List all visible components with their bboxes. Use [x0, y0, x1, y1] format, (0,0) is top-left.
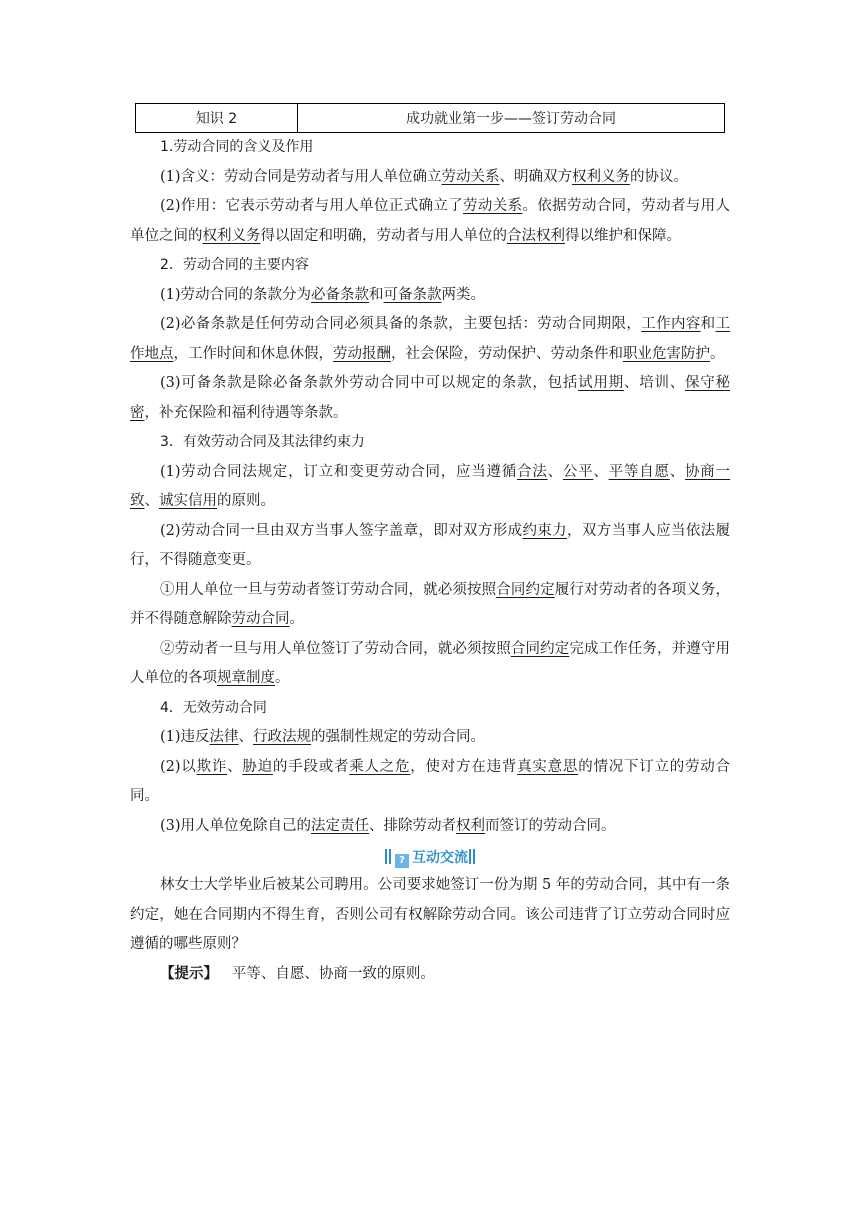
bar-decoration-icon [385, 849, 387, 864]
key-term: 职业危害防护 [623, 345, 710, 362]
key-term: 权利 [456, 817, 486, 834]
key-term: 协商一致 [130, 463, 731, 509]
key-term: 劳动合同 [231, 611, 290, 627]
key-term: 工作内容 [641, 316, 701, 332]
key-term: 合同约定 [496, 581, 555, 598]
key-term: 欺诈 [196, 758, 228, 775]
key-term: 保守秘密 [130, 375, 731, 421]
question-icon: ? [395, 854, 409, 868]
key-term: 试用期 [578, 375, 624, 391]
bar-decoration-icon [473, 849, 475, 864]
para-3-4: ②劳动者一旦与用人单位签订了劳动合同，就必须按照合同约定完成工作任务，并遵守用人单位的各项规章制度。 [130, 640, 731, 686]
key-term: 平等自愿 [608, 463, 670, 480]
section-title: 成功就业第一步——签订劳动合同 [406, 111, 616, 127]
heading-4: 4．无效劳动合同 [160, 699, 267, 716]
key-term: 行政法规 [253, 729, 312, 745]
key-term: 诚实信用 [159, 493, 217, 509]
key-term: 合法 [517, 463, 548, 480]
para-2-1: (1)劳动合同的条款分为必备条款和可备条款两类。 [160, 286, 486, 303]
key-term: 胁迫 [242, 758, 273, 775]
document-body [130, 133, 730, 989]
key-term: 合同约定 [510, 640, 570, 657]
key-term: 工作地点 [130, 316, 731, 362]
key-term: 规章制度 [217, 670, 275, 686]
key-term: 乘人之危 [349, 758, 411, 775]
key-term: 公平 [562, 463, 594, 480]
key-term: 劳动报酬 [333, 345, 391, 362]
section-header-table [135, 103, 725, 133]
para-3-1: (1)劳动合同法规定，订立和变更劳动合同，应当遵循合法、公平、平等自愿、协商一致、诚实信用的原则。 [130, 463, 731, 509]
para-3-3: ①用人单位一旦与劳动者签订劳动合同，就必须按照合同约定履行对劳动者的各项义务，并不得随意解除劳动合同。 [130, 581, 731, 627]
key-term: 真实意思 [517, 758, 579, 775]
heading-1: 1.劳动合同的含义及作用 [160, 139, 314, 155]
key-term: 约束力 [522, 522, 568, 539]
para-2-2: (2)必备条款是任何劳动合同必须具备的条款，主要包括：劳动合同期限，工作内容和工作地点，工作时间和休息休假，劳动报酬，社会保险，劳动保护、劳动条件和职业危害防护。 [130, 316, 731, 362]
key-term: 劳动关系 [463, 198, 523, 214]
para-4-2: (2)以欺诈、胁迫的手段或者乘人之危，使对方在违背真实意思的情况下订立的劳动合同。 [130, 758, 731, 804]
key-term: 可备条款 [383, 286, 442, 303]
key-term: 权利义务 [202, 227, 261, 244]
key-term: 权利义务 [572, 168, 631, 185]
para-1-1: (1)含义：劳动合同是劳动者与用人单位确立劳动关系、明确双方权利义务的协议。 [160, 168, 689, 185]
key-term: 劳动关系 [441, 168, 500, 185]
para-1-2: (2)作用：它表示劳动者与用人单位正式确立了劳动关系。依据劳动合同，劳动者与用人单位之间的权利义务得以固定和明确，劳动者与用人单位的合法权利得以维护和保障。 [130, 198, 731, 244]
heading-3: 3．有效劳动合同及其法律约束力 [160, 434, 365, 450]
key-term: 合法权利 [507, 227, 565, 244]
section-number: 知识 2 [136, 104, 298, 132]
key-term: 法律 [209, 729, 239, 745]
para-3-2: (2)劳动合同一旦由双方当事人签字盖章，即对双方形成约束力，双方当事人应当依法履行，不得随意变更。 [130, 522, 731, 568]
interaction-tip [130, 960, 730, 990]
para-2-3: (3)可备条款是除必备条款外劳动合同中可以规定的条款，包括试用期、培训、保守秘密，补充保险和福利待遇等条款。 [130, 375, 731, 421]
interaction-title: 互动交流 [412, 850, 468, 866]
bar-decoration-icon [389, 849, 391, 864]
para-4-3: (3)用人单位免除自己的法定责任、排除劳动者权利而签订的劳动合同。 [160, 817, 616, 834]
para-4-1: (1)违反法律、行政法规的强制性规定的劳动合同。 [160, 729, 486, 745]
interaction-question: 林女士大学毕业后被某公司聘用。公司要求她签订一份为期 5 年的劳动合同，其中有一条约定，她在合同期内不得生育，否则公司有权解除劳动合同。该公司违背了订立劳动合同时应遵循的哪些原则？ [130, 877, 730, 952]
bar-decoration-icon [469, 849, 471, 864]
tip-text: 平等、自愿、协商一致的原则。 [231, 965, 435, 982]
heading-2: 2．劳动合同的主要内容 [160, 257, 309, 273]
key-term: 必备条款 [311, 286, 370, 303]
key-term: 法定责任 [311, 817, 370, 834]
interaction-banner [130, 845, 730, 871]
tip-label: 【提示】 [160, 965, 218, 982]
